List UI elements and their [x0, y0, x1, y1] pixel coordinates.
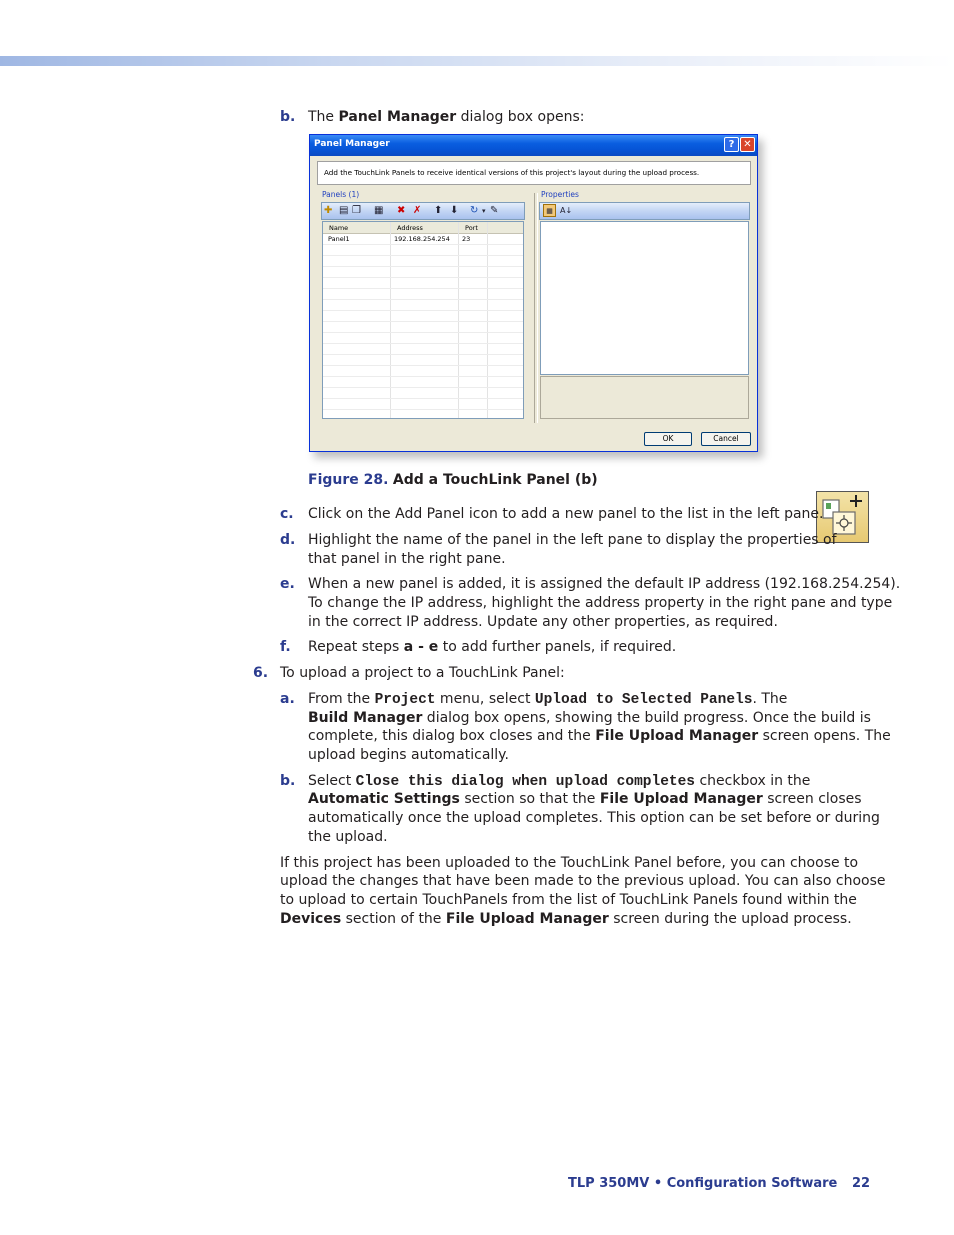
copy-icon[interactable]: ❐	[352, 205, 361, 216]
column-header-address[interactable]: Address	[397, 224, 423, 232]
help-button[interactable]: ?	[724, 137, 739, 152]
closing-line2: upload the changes that have been made to the previous upload. You can also choose	[280, 873, 886, 889]
closing-line3: to upload to certain TouchPanels from the list of TouchLink Panels found within the	[280, 892, 857, 908]
cancel-button[interactable]: Cancel	[701, 432, 751, 446]
group-icon[interactable]: ▦	[374, 205, 384, 216]
row-address: 192.168.254.254	[394, 235, 450, 243]
step-6a-line4: upload begins automatically.	[308, 747, 509, 763]
panels-group-label: Panels (1)	[322, 190, 360, 199]
move-down-icon[interactable]: ⬇	[450, 205, 459, 216]
step-e-label: e.	[280, 576, 295, 592]
row-port: 23	[462, 235, 471, 243]
figure-caption: Figure 28. Add a TouchLink Panel (b)	[308, 472, 598, 488]
refresh-icon[interactable]: ↻	[470, 205, 479, 216]
footer-title: TLP 350MV • Configuration Software	[568, 1176, 838, 1191]
pane-separator	[534, 193, 538, 423]
properties-toolbar	[539, 202, 750, 220]
page-number: 22	[852, 1176, 871, 1191]
dialog-hint-box	[317, 161, 751, 185]
property-description-pane	[540, 376, 749, 419]
step-f-text: Repeat steps a - e to add further panels, if required.	[308, 639, 677, 655]
delete-all-icon[interactable]: ✗	[413, 205, 422, 216]
step-6b-line4: the upload.	[308, 829, 388, 845]
column-header-name[interactable]: Name	[329, 224, 349, 232]
step-6a-line1: From the Project menu, select Upload to Selected Panels. The	[308, 691, 788, 708]
step-6b-line1: Select Close this dialog when upload completes checkbox in the	[308, 773, 811, 790]
properties-grid[interactable]	[540, 221, 749, 375]
closing-line1: If this project has been uploaded to the TouchLink Panel before, you can choose to	[280, 855, 859, 871]
step-b-text: The Panel Manager dialog box opens:	[308, 109, 585, 125]
properties-icon[interactable]: ▤	[339, 205, 349, 216]
step-6b-label: b.	[280, 773, 296, 789]
step-d-line2: that panel in the right pane.	[308, 551, 506, 567]
step-6-text: To upload a project to a TouchLink Panel:	[280, 665, 565, 681]
step-e-line1: When a new panel is added, it is assigned the default IP address (192.168.254.254).	[308, 576, 901, 592]
alphabetical-sort-icon[interactable]: A↓	[560, 206, 573, 215]
step-c-label: c.	[280, 506, 294, 522]
add-panel-icon[interactable]: ✚	[324, 205, 333, 216]
table-header	[323, 222, 523, 234]
header-accent-bar	[0, 56, 954, 66]
ok-button[interactable]: OK	[644, 432, 692, 446]
panels-toolbar	[321, 202, 525, 220]
step-6b-line2: Automatic Settings section so that the File Upload Manager screen closes	[308, 791, 862, 807]
step-d-label: d.	[280, 532, 296, 548]
dialog-title: Panel Manager	[314, 139, 390, 149]
column-header-port[interactable]: Port	[465, 224, 478, 232]
step-6a-line2: Build Manager dialog box opens, showing the build progress. Once the build is	[308, 710, 871, 726]
step-e-line3: in the correct IP address. Update any other properties, as required.	[308, 614, 778, 630]
delete-icon[interactable]: ✖	[397, 205, 406, 216]
panel-manager-dialog	[309, 134, 758, 452]
brush-icon[interactable]: ✎	[490, 205, 499, 216]
move-up-icon[interactable]: ⬆	[434, 205, 443, 216]
step-6b-line3: automatically once the upload completes. This option can be set before or during	[308, 810, 880, 826]
dialog-hint: Add the TouchLink Panels to receive identical versions of this project's layout during the upload process.	[324, 168, 700, 177]
properties-group-label: Properties	[541, 190, 579, 199]
step-b-label: b.	[280, 109, 296, 125]
dropdown-arrow-icon[interactable]: ▾	[482, 207, 486, 215]
step-d-line1: Highlight the name of the panel in the left pane to display the properties of	[308, 532, 837, 548]
row-name: Panel1	[328, 235, 350, 243]
step-6a-label: a.	[280, 691, 295, 707]
step-f-label: f.	[280, 639, 291, 655]
dialog-title-bar	[310, 135, 757, 156]
categorized-icon[interactable]: ▦	[543, 204, 556, 217]
panels-table	[322, 221, 524, 419]
step-c-text: Click on the Add Panel icon to add a new panel to the list in the left pane.	[308, 506, 824, 522]
close-button[interactable]: ✕	[740, 137, 755, 152]
step-e-line2: To change the IP address, highlight the address property in the right pane and type	[308, 595, 893, 611]
step-6a-line3: complete, this dialog box closes and the File Upload Manager screen opens. The	[308, 728, 891, 744]
step-6-label: 6.	[253, 665, 269, 681]
closing-line4: Devices section of the File Upload Manager screen during the upload process.	[280, 911, 852, 927]
